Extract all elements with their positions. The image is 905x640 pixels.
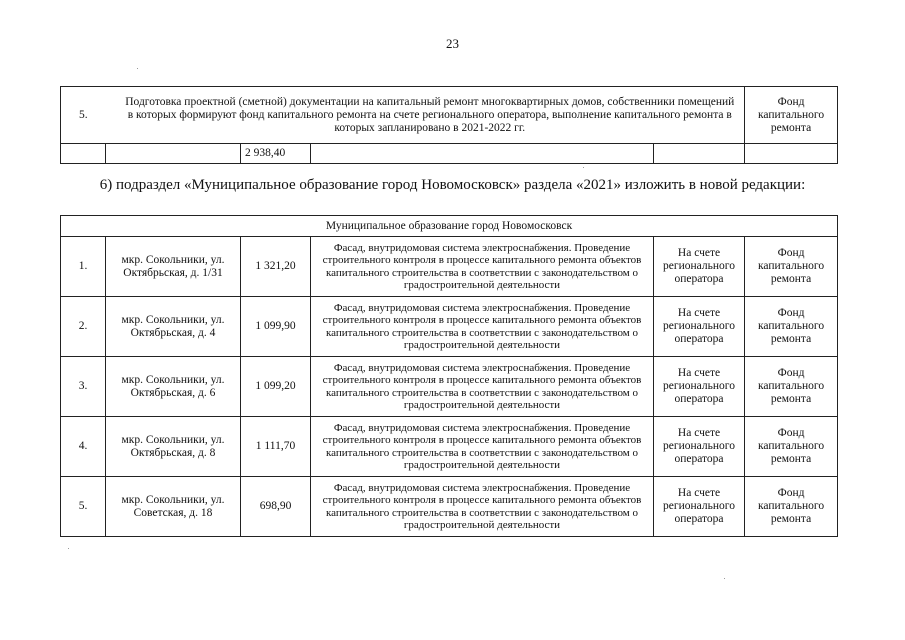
empty-cell bbox=[106, 144, 241, 164]
table-row bbox=[61, 357, 838, 417]
account-cell: На счете регионального оператора bbox=[654, 297, 745, 357]
works-cell: Фасад, внутридомовая система электроснабжения. Проведение строительного контроля в процессе капитального ремонта объектов капитального строительства в соответствии с законодательством о градостроительной деятельности bbox=[311, 417, 654, 477]
account-cell: На счете регионального оператора bbox=[654, 357, 745, 417]
row-number: 5. bbox=[61, 477, 106, 537]
account-cell: На счете регионального оператора bbox=[654, 477, 745, 537]
empty-cell bbox=[311, 144, 654, 164]
scan-speck bbox=[724, 578, 725, 579]
works-cell: Фасад, внутридомовая система электроснабжения. Проведение строительного контроля в процессе капитального ремонта объектов капитального строительства в соответствии с законодательством о градостроительной деятельности bbox=[311, 297, 654, 357]
table-heading: Муниципальное образование город Новомосковск bbox=[61, 216, 838, 237]
instruction-text: 6) подраздел «Муниципальное образование город Новомосковск» раздела «2021» изложить в новой редакции: bbox=[99, 177, 806, 193]
address-cell: мкр. Сокольники, ул. Советская, д. 18 bbox=[106, 477, 241, 537]
table-row bbox=[61, 297, 838, 357]
total-amount: 2 938,40 bbox=[241, 144, 311, 164]
address-cell: мкр. Сокольники, ул. Октябрьская, д. 4 bbox=[106, 297, 241, 357]
fund-cell: Фонд капитального ремонта bbox=[745, 297, 838, 357]
table-row bbox=[61, 144, 838, 164]
works-cell: Фасад, внутридомовая система электроснабжения. Проведение строительного контроля в процессе капитального ремонта объектов капитального строительства в соответствии с законодательством о градостроительной деятельности bbox=[311, 477, 654, 537]
amount-cell: 1 099,20 bbox=[241, 357, 311, 417]
address-cell: мкр. Сокольники, ул. Октябрьская, д. 1/31 bbox=[106, 237, 241, 297]
address-cell: мкр. Сокольники, ул. Октябрьская, д. 6 bbox=[106, 357, 241, 417]
table-row bbox=[61, 417, 838, 477]
fund-cell: Фонд капитального ремонта bbox=[745, 357, 838, 417]
amount-cell: 698,90 bbox=[241, 477, 311, 537]
row-number: 1. bbox=[61, 237, 106, 297]
empty-cell bbox=[61, 144, 106, 164]
empty-cell bbox=[745, 144, 838, 164]
works-cell: Фасад, внутридомовая система электроснабжения. Проведение строительного контроля в процессе капитального ремонта объектов капитального строительства в соответствии с законодательством о градостроительной деятельности bbox=[311, 237, 654, 297]
scan-speck bbox=[68, 548, 69, 549]
fund-cell: Фонд капитального ремонта bbox=[745, 87, 838, 144]
fund-cell: Фонд капитального ремонта bbox=[745, 417, 838, 477]
fund-cell: Фонд капитального ремонта bbox=[745, 477, 838, 537]
fund-cell: Фонд капитального ремонта bbox=[745, 237, 838, 297]
account-cell: На счете регионального оператора bbox=[654, 237, 745, 297]
row-number: 2. bbox=[61, 297, 106, 357]
address-cell: мкр. Сокольники, ул. Октябрьская, д. 8 bbox=[106, 417, 241, 477]
row-number: 4. bbox=[61, 417, 106, 477]
works-cell: Фасад, внутридомовая система электроснабжения. Проведение строительного контроля в процессе капитального ремонта объектов капитального строительства в соответствии с законодательством о градостроительной деятельности bbox=[311, 357, 654, 417]
row-number: 5. bbox=[61, 87, 106, 144]
amount-cell: 1 099,90 bbox=[241, 297, 311, 357]
table-heading-row bbox=[61, 216, 838, 237]
empty-cell bbox=[654, 144, 745, 164]
row-number: 3. bbox=[61, 357, 106, 417]
row-description: Подготовка проектной (сметной) документации на капитальный ремонт многоквартирных домов, собственники помещений в которых формируют фонд капитального ремонта на счете регионального оператора, выполнение капитального ремонта в которых запланировано в 2021-2022 гг. bbox=[106, 87, 745, 144]
previous-table bbox=[60, 86, 838, 164]
table-row bbox=[61, 237, 838, 297]
scan-speck bbox=[583, 167, 584, 168]
amount-cell: 1 111,70 bbox=[241, 417, 311, 477]
main-table bbox=[60, 215, 838, 537]
page-number: 23 bbox=[446, 36, 459, 51]
scan-speck bbox=[137, 68, 138, 69]
table-row bbox=[61, 87, 838, 144]
amount-cell: 1 321,20 bbox=[241, 237, 311, 297]
table-row bbox=[61, 477, 838, 537]
account-cell: На счете регионального оператора bbox=[654, 417, 745, 477]
